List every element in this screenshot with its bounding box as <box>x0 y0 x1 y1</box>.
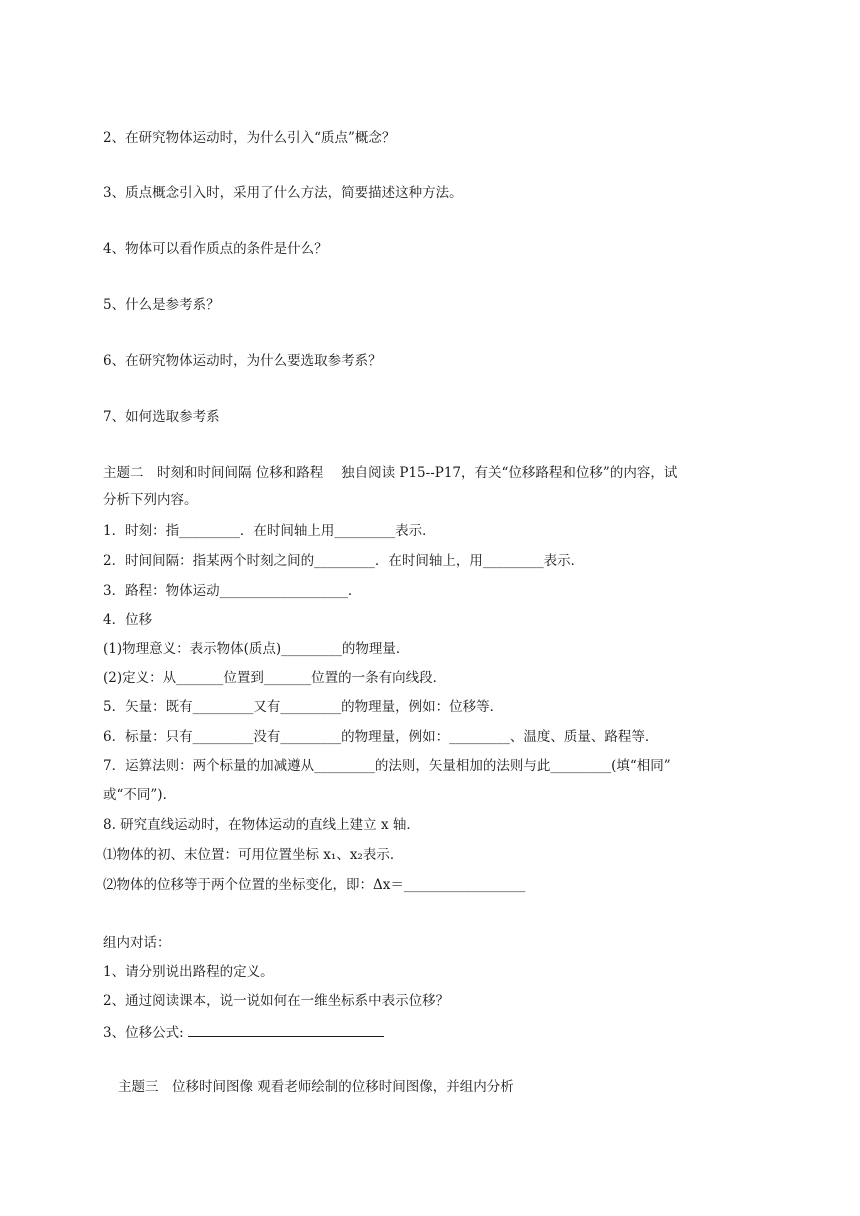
topic2-item: 4．位移 <box>103 612 153 628</box>
topic2-item: ⑴物体的初、末位置：可用位置坐标 x₁、x₂表示． <box>103 847 404 863</box>
topic3-heading: 主题三 位移时间图像 观看老师绘制的位移时间图像，并组内分析 <box>118 1079 514 1095</box>
formula-blank <box>188 1022 384 1037</box>
group-heading: 组内对话： <box>103 935 171 951</box>
topic2-item: 8. 研究直线运动时，在物体运动的直线上建立 x 轴． <box>103 817 420 833</box>
question-7: 7、如何选取参考系 <box>103 409 220 425</box>
group-item: 1、请分别说出路程的定义。 <box>103 964 274 980</box>
topic2-heading-cont: 分析下列内容。 <box>103 492 198 508</box>
topic2-item: 3．路程：物体运动___________________． <box>103 583 362 599</box>
topic2-item: 1．时刻：指_________．在时间轴上用_________表示． <box>103 523 436 539</box>
question-3: 3、质点概念引入时，采用了什么方法，简要描述这种方法。 <box>103 185 463 201</box>
group-item: 2、通过阅读课本，说一说如何在一维坐标系中表示位移？ <box>103 993 450 1009</box>
topic2-item: 或“不同”)． <box>103 787 177 803</box>
topic2-item: (2)定义：从_______位置到_______位置的一条有向线段． <box>103 670 447 686</box>
question-2: 2、在研究物体运动时，为什么引入“质点”概念？ <box>103 130 396 146</box>
topic2-item: 2．时间间隔：指某两个时刻之间的_________．在时间轴上，用_________表示． <box>103 553 585 569</box>
question-6: 6、在研究物体运动时，为什么要选取参考系？ <box>103 353 382 369</box>
topic2-item: 7．运算法则：两个标量的加减遵从_________的法则，矢量相加的法则与此_________(填“相同” <box>103 758 671 774</box>
topic2-item: 6．标量：只有_________没有_________的物理量，例如：_________、温度、质量、路程等． <box>103 729 659 745</box>
topic2-item: (1)物理意义：表示物体(质点)_________的物理量． <box>103 641 410 657</box>
question-5: 5、什么是参考系？ <box>103 297 220 313</box>
topic2-item: 5．矢量：既有_________又有_________的物理量，例如：位移等． <box>103 699 504 715</box>
topic2-heading: 主题二 时刻和时间间隔 位移和路程 独自阅读 P15--P17，有关“位移路程和位移”的内容，试 <box>103 465 678 481</box>
question-4: 4、物体可以看作质点的条件是什么？ <box>103 241 328 257</box>
formula-label: 3、位移公式: <box>103 1025 184 1041</box>
displacement-formula <box>103 1022 384 1042</box>
topic2-item: ⑵物体的位移等于两个位置的坐标变化，即：Δx＝__________________ <box>103 877 526 893</box>
